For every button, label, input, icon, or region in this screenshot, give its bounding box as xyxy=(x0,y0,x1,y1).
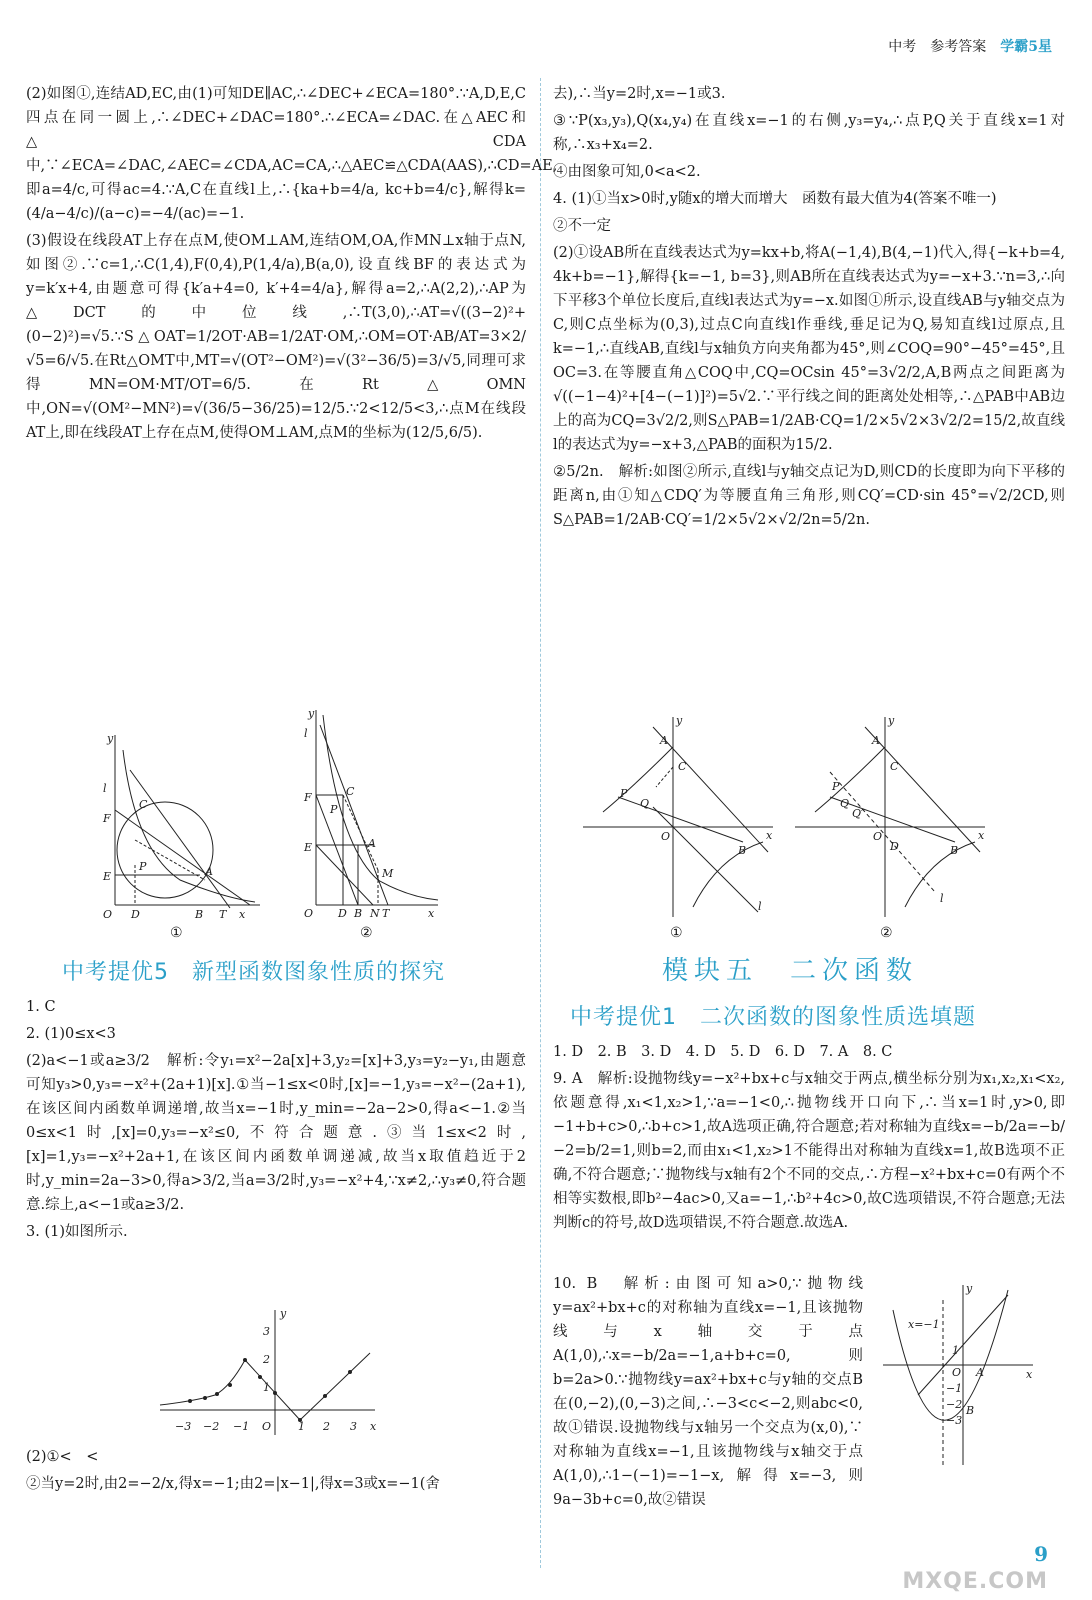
right-para-5: ②不一定 xyxy=(553,218,611,234)
grid2-label-o: O xyxy=(873,830,883,843)
grid2-label-a: A xyxy=(872,734,880,747)
left-section-title: 中考提优5 新型函数图象性质的探究 xyxy=(62,960,445,985)
fig1-label-d: D xyxy=(131,908,140,920)
fig2-label-d: D xyxy=(338,907,347,920)
left-answers-tail xyxy=(26,1445,526,1499)
parab-label-axis: x=−1 xyxy=(908,1318,940,1331)
answer-3-part3: ②当y=2时,由2=−2/x,得x=−1;由2=|x−1|,得x=3或x=−1(舍 xyxy=(26,1476,440,1492)
answer-1: 1. C xyxy=(26,999,56,1015)
grid1-label-c: C xyxy=(678,760,687,773)
fig1-label-l: l xyxy=(103,782,107,795)
header-section: 参考答案 xyxy=(930,39,987,55)
grid1-label-x: x xyxy=(766,829,773,842)
fig1-caption: ① xyxy=(170,925,183,941)
grid1-label-l: l xyxy=(758,900,762,913)
fig1-label-b: B xyxy=(195,908,204,920)
fig2-label-p: P xyxy=(330,803,338,816)
grid2-label-q: Q xyxy=(840,797,850,810)
fig2-label-o: O xyxy=(304,907,314,920)
vgraph-tick-neg1: −1 xyxy=(233,1420,250,1433)
right-answers xyxy=(553,1040,1065,1238)
fig2-label-l: l xyxy=(304,727,308,740)
grid1-label-a: A xyxy=(660,734,668,747)
fig1-label-f: F xyxy=(103,812,111,825)
parab-tick-neg3: −3 xyxy=(946,1414,963,1427)
vgraph-label-x: x xyxy=(370,1420,377,1433)
fig1-label-a: A xyxy=(205,865,213,878)
grid1-label-o: O xyxy=(661,830,671,843)
header-exam: 中考 xyxy=(888,39,917,55)
fig2-label-m: M xyxy=(382,867,394,880)
parab-label-x: x xyxy=(1026,1368,1033,1381)
vgraph-tick-1: 1 xyxy=(263,1381,270,1394)
column-divider xyxy=(540,78,541,1568)
fig1-label-y: y xyxy=(107,732,114,745)
vgraph-tick-neg2: −2 xyxy=(203,1420,220,1433)
vgraph-tick-x2: 2 xyxy=(323,1420,330,1433)
fig2-label-t: T xyxy=(382,907,390,920)
right-para-1: 去),∴当y=2时,x=−1或3. xyxy=(553,86,726,102)
geometry-figure-2 xyxy=(298,705,448,920)
fig2-caption: ② xyxy=(360,925,373,941)
right-para-6: (2)①设AB所在直线表达式为y=kx+b,将A(−1,4),B(4,−1)代入,得{−k+b=4, 4k+b=−1},解得{k=−1, b=3},则AB所在直线表达式为y=−x+3.∵n=3,∴向下平移3个单位长度后,直线l表达式为y=−x.如图①所示,设直线AB与y轴交点为C,则C点坐标为(0,3),过点C向直线l作垂线,垂足记为Q,易知直线l过原点,且k=−1,∴直线AB,直线l与x轴负方向夹角都为45°,则∠COQ=90°−45°=45°,且OC=3.在等腰直角△COQ中,CQ=OCsin 45°=3√2/2,A,B两点之间距离为√((−1−4)²+[4−(−1)]²)=5√2.∵平行线之间的距离处处相等,∴△PAB中AB边上的高为CQ=3√2/2,则S△PAB=1/2AB·CQ=1/2×5√2×3√2/2=15/2,故直线l的表达式为y=−x+3,△PAB的面积为15/2. xyxy=(553,245,1065,453)
grid1-label-p: P xyxy=(620,787,628,800)
parab-tick-neg2: −2 xyxy=(946,1398,963,1411)
module-title: 模块五 二次函数 xyxy=(662,956,919,986)
header-brand: 学霸5星 xyxy=(1000,39,1052,55)
answer-2-part2: (2)a<−1或a≥3/2 解析:令y₁=x²−2a[x]+3,y₂=[x]+3,y₃=y₂−y₁,由题意可知y₃>0,y₃=−x²+(2a+1)[x].①当−1≤x<0时,[x]=−1,y₃=−x²−(2a+1),在该区间内函数单调递增,故当x=−1时,y_min=−2a−2>0,得a<−1.②当0≤x<1时,[x]=0,y₃=−x²≤0,不符合题意.③当1≤x<2时,[x]=1,y₃=−x²+2a+1,在该区间内函数单调递减,故当x取值趋近于2时,y_min=2a−3>0,得a>3/2,当a=3/2时,y₃=−x²+4,∵x≠2,∴y₃≠0,符合题意.综上,a<−1或a≥3/2. xyxy=(26,1053,526,1213)
parabola-figure xyxy=(878,1280,1038,1470)
left-para-2: (3)假设在线段AT上存在点M,使OM⊥AM,连结OM,OA,作MN⊥x轴于点N,如图②.∵c=1,∴C(1,4),F(0,4),P(1,4/a),B(a,0),设直线BF的表达式为y=k′x+4,由题意可得{k′a+4=0, k′+4=4/a},解得a=2,∴A(2,2),∴AP为△DCT的中位线,∴T(3,0),∴AT=√((3−2)²+(0−2)²)=√5.∵S△OAT=1/2OT·AB=1/2AT·OM,∴OM=OT·AB/AT=3×2/√5=6/√5.在Rt△OMT中,MT=√(OT²−OM²)=√(3²−36/5)=3/√5,同理可求得MN=OM·MT/OT=6/5.在Rt△OMN中,ON=√(OM²−MN²)=√(36/5−36/25)=12/5.∵2<12/5<3,∴点M在线段AT上,即在线段AT上存在点M,使得OM⊥AM,点M的坐标为(12/5,6/5). xyxy=(26,233,526,441)
fig2-label-a: A xyxy=(368,837,376,850)
fig2-label-n: N xyxy=(370,907,380,920)
grid-fig1-caption: ① xyxy=(670,925,683,941)
answer-9: 9. A 解析:设抛物线y=−x²+bx+c与x轴交于两点,横坐标分别为x₁,x₂,x₁<x₂,依题意得,x₁<1,x₂>1,∵a=−1<0,∴抛物线开口向下,∴当x=1时,y>0,即−1+b+c>0,∴b+c>1,故A选项正确,符合题意;若对称轴为直线x=−b/2a=−b/−2=b/2=1,则b=2,而由x₁<1,x₂>1不能得出对称轴为直线x=1,故B选项不正确,不符合题意;∵抛物线与x轴有2个不同的交点,∴方程−x²+bx+c=0有两个不相等实数根,即b²−4ac>0,又a=−1,∴b²+4c>0,故C选项错误,不符合题意;无法判断c的符号,故D选项错误,不符合题意.故选A. xyxy=(553,1071,1065,1231)
grid2-label-x: x xyxy=(978,829,985,842)
answer-2-part1: 2. (1)0≤x<3 xyxy=(26,1026,116,1042)
grid2-label-b: B xyxy=(950,844,959,857)
function-graph-figure xyxy=(155,1305,385,1445)
fig1-label-t: T xyxy=(219,908,227,920)
vgraph-origin: O xyxy=(262,1420,272,1433)
right-para-3: ④由图象可知,0<a<2. xyxy=(553,164,701,180)
grid2-label-q-prime: Q′ xyxy=(852,807,864,820)
grid2-label-l: l xyxy=(940,892,944,905)
answer-3-part1: 3. (1)如图所示. xyxy=(26,1224,128,1240)
vgraph-tick-x1: 1 xyxy=(298,1420,305,1433)
parab-tick-1: 1 xyxy=(952,1344,959,1357)
fig1-label-e: E xyxy=(103,870,112,883)
grid1-label-y: y xyxy=(676,714,683,727)
grid-figure-2 xyxy=(790,712,990,922)
right-para-4: 4. (1)①当x>0时,y随x的增大而增大 函数有最大值为4(答案不唯一) xyxy=(553,191,997,207)
grid2-label-p: P xyxy=(832,780,840,793)
watermark-logo: MXQE.COM xyxy=(902,1569,1048,1594)
fig2-label-c: C xyxy=(346,785,355,798)
left-answers xyxy=(26,995,526,1247)
fig1-label-p: P xyxy=(139,860,147,873)
answer-1-8: 1. D 2. B 3. D 4. D 5. D 6. D 7. A 8. C xyxy=(553,1044,893,1060)
page-header xyxy=(888,36,1052,56)
grid-fig2-caption: ② xyxy=(880,925,893,941)
parab-origin: O xyxy=(952,1366,962,1379)
left-para-1: (2)如图①,连结AD,EC,由(1)可知DE∥AC,∴∠DEC+∠ECA=180°.∵A,D,E,C四点在同一圆上,∴∠DEC+∠DAC=180°.∴∠ECA=∠DAC.在△AEC和△CDA中,∵∠ECA=∠DAC,∠AEC=∠CDA,AC=CA,∴△AEC≌△CDA(AAS),∴CD=AE,即a=4/c,可得ac=4.∵A,C在直线l上,∴{ka+b=4/a, kc+b=4/c},解得k=(4/a−4/c)/(a−c)=−4/(ac)=−1. xyxy=(26,86,558,222)
parab-tick-neg1: −1 xyxy=(946,1382,963,1395)
grid2-label-c: C xyxy=(890,760,899,773)
vgraph-tick-2: 2 xyxy=(263,1353,270,1366)
vgraph-tick-3: 3 xyxy=(263,1325,270,1338)
fig1-label-x: x xyxy=(239,908,246,920)
fig2-label-e: E xyxy=(304,841,313,854)
fig2-label-y: y xyxy=(308,707,315,720)
grid-figure-1 xyxy=(578,712,778,922)
right-answer-10 xyxy=(553,1272,863,1515)
parab-label-b: B xyxy=(966,1404,975,1417)
right-para-2: ③∵P(x₃,y₃),Q(x₄,y₄)在直线x=−1的右侧,y₃=y₄,∴点P,Q关于直线x=1对称,∴x₃+x₄=2. xyxy=(553,113,1065,153)
answer-10: 10. B 解析:由图可知a>0,∵抛物线y=ax²+bx+c的对称轴为直线x=−1,且该抛物线与x轴交于点A(1,0),∴x=−b/2a=−1,a+b+c=0,则b=2a>0.∵抛物线y=ax²+bx+c与y轴的交点B在(0,−2),(0,−3)之间,∴−3<c<−2,则abc<0,故①错误.设抛物线与x轴另一个交点为(x,0),∵对称轴为直线x=−1,且该抛物线与x轴交于点A(1,0),∴1−(−1)=−1−x,解得x=−3,则9a−3b+c=0,故②错误 xyxy=(553,1276,863,1508)
grid2-label-d: D xyxy=(890,840,899,853)
vgraph-label-y: y xyxy=(280,1307,287,1320)
vgraph-tick-x3: 3 xyxy=(350,1420,357,1433)
answer-3-part2: (2)①< < xyxy=(26,1449,99,1465)
vgraph-tick-neg3: −3 xyxy=(175,1420,192,1433)
grid1-label-b: B xyxy=(738,844,747,857)
fig1-label-c: C xyxy=(139,798,148,811)
page-number: 9 xyxy=(1034,1542,1048,1566)
grid2-label-y: y xyxy=(888,714,895,727)
right-section-title: 中考提优1 二次函数的图象性质选填题 xyxy=(570,1005,976,1030)
grid1-label-q: Q xyxy=(640,797,650,810)
fig2-label-x: x xyxy=(428,907,435,920)
geometry-figure-1 xyxy=(95,730,265,920)
parab-label-a: A xyxy=(976,1366,984,1379)
parab-label-y: y xyxy=(966,1282,973,1295)
right-column xyxy=(553,82,1065,702)
fig2-label-b: B xyxy=(354,907,363,920)
fig2-label-f: F xyxy=(304,791,312,804)
fig1-label-o: O xyxy=(103,908,113,920)
left-column xyxy=(26,82,558,692)
right-para-7: ②5/2n. 解析:如图②所示,直线l与y轴交点记为D,则CD的长度即为向下平移的距离n,由①知△CDQ′为等腰直角三角形,则CQ′=CD·sin 45°=√2/2CD,则S△PAB=1/2AB·CQ′=1/2×5√2×√2/2n=5/2n. xyxy=(553,464,1065,528)
